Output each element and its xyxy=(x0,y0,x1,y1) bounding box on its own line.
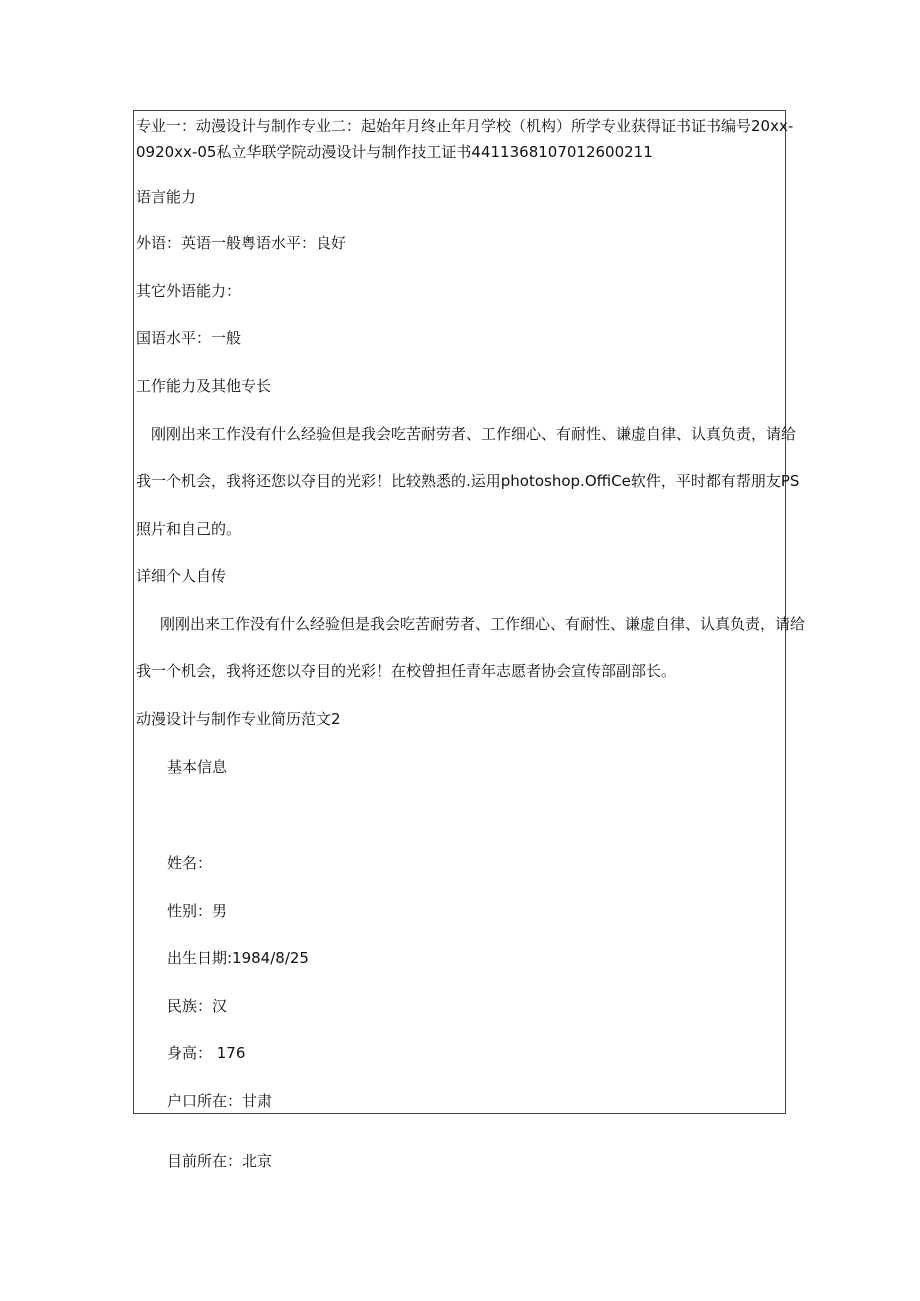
other-language: 其它外语能力： xyxy=(136,282,242,300)
skills-line-3: 照片和自己的。 xyxy=(136,520,242,538)
ethnicity-field: 民族：汉 xyxy=(167,997,228,1015)
selfintro-heading: 详细个人自传 xyxy=(136,567,227,585)
education-line-1: 专业一：动漫设计与制作专业二：起始年月终止年月学校（机构）所学专业获得证书证书编号20xx- xyxy=(136,117,794,135)
foreign-language: 外语：英语一般粤语水平：良好 xyxy=(136,234,347,252)
gender-field: 性别：男 xyxy=(167,902,228,920)
birth-field: 出生日期:1984/8/25 xyxy=(167,949,309,967)
height-field: 身高： 176 xyxy=(167,1044,246,1062)
current-location-field: 目前所在：北京 xyxy=(167,1152,273,1170)
skills-heading: 工作能力及其他专长 xyxy=(136,377,272,395)
education-line-2: 0920xx-05私立华联学院动漫设计与制作技工证书4411368107012600211 xyxy=(136,143,653,161)
selfintro-line-1: 刚刚出来工作没有什么经验但是我会吃苦耐劳者、工作细心、有耐性、谦虚自律、认真负责，请给 xyxy=(160,615,806,633)
sample2-title: 动漫设计与制作专业简历范文2 xyxy=(136,710,341,728)
skills-line-2: 我一个机会，我将还您以夺目的光彩！比较熟悉的.运用photoshop.OffiCe软件，平时都有帮朋友PS xyxy=(136,472,800,490)
selfintro-line-2: 我一个机会，我将还您以夺目的光彩！在校曾担任青年志愿者协会宣传部副部长。 xyxy=(136,662,677,680)
basic-info-heading: 基本信息 xyxy=(167,758,228,776)
language-heading: 语言能力 xyxy=(136,188,197,206)
hukou-field: 户口所在：甘肃 xyxy=(167,1092,273,1110)
skills-line-1: 刚刚出来工作没有什么经验但是我会吃苦耐劳者、工作细心、有耐性、谦虚自律、认真负责，请给 xyxy=(151,425,797,443)
name-field: 姓名： xyxy=(167,854,213,872)
mandarin-level: 国语水平：一般 xyxy=(136,329,242,347)
